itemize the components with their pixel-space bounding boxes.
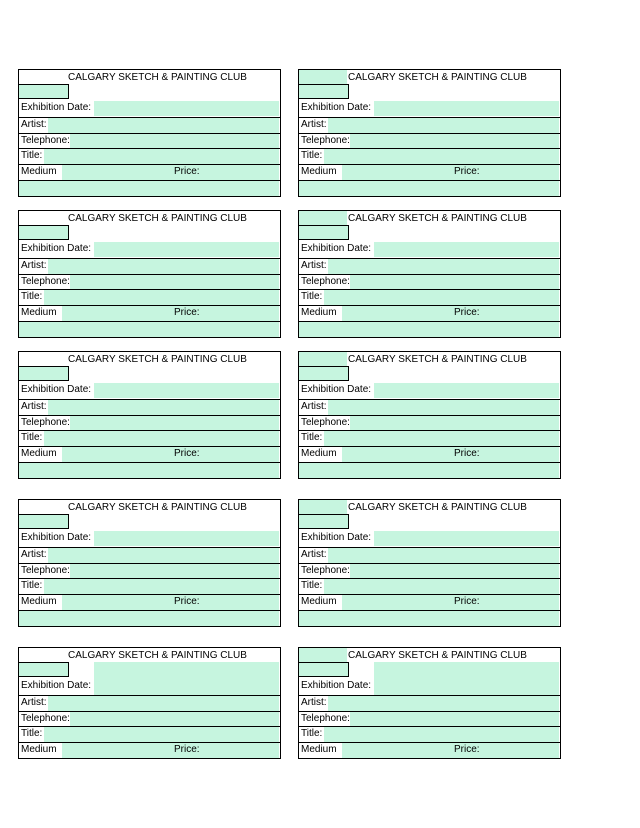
rule-line [18,337,280,338]
rule-line [298,321,560,322]
rule-line [18,321,280,322]
rule-line [298,478,560,479]
title-field[interactable] [324,727,559,742]
rule-line [298,430,560,431]
telephone-label: Telephone: [301,416,350,428]
title-field[interactable] [44,579,279,594]
artist-field[interactable] [328,259,559,274]
price-label: Price: [174,596,200,608]
telephone-label: Telephone: [21,134,70,146]
title-label: Title: [301,291,323,303]
border-line [280,69,281,197]
rule-line [298,742,560,743]
telephone-label: Telephone: [21,712,70,724]
title-label: Title: [301,150,323,162]
exhibition-date-field[interactable] [94,101,279,116]
border-line [280,351,281,479]
border-line [18,351,19,479]
artist-label: Artist: [301,400,327,412]
border-line [18,499,19,627]
title-field[interactable] [44,149,279,164]
title-field[interactable] [324,149,559,164]
exhibition-date-field[interactable] [374,531,559,546]
exhibition-date-label: Exhibition Date: [301,680,372,691]
rule-line [298,695,560,696]
border-line [298,351,299,479]
exhibition-date-field[interactable] [94,662,279,695]
card-title: CALGARY SKETCH & PAINTING CLUB [68,72,247,83]
artist-label: Artist: [301,548,327,560]
title-strip [299,500,347,514]
artist-label: Artist: [301,118,327,130]
exhibition-date-field[interactable] [374,383,559,398]
rule-line [18,164,280,165]
telephone-field[interactable] [70,712,279,727]
medium-label: Medium [21,448,57,460]
rule-line [18,610,280,611]
price-label: Price: [454,596,480,608]
rule-line [298,647,560,648]
rule-line [18,210,280,211]
title-field[interactable] [324,579,559,594]
rule-line [18,626,280,627]
rule-line [298,626,560,627]
artist-field[interactable] [328,548,559,563]
exhibition-date-label: Exhibition Date: [301,243,372,254]
exhibition-date-label: Exhibition Date: [301,102,372,113]
card-title: CALGARY SKETCH & PAINTING CLUB [348,213,527,224]
medium-field[interactable] [342,743,559,758]
title-label: Title: [301,432,323,444]
border-line [560,69,561,197]
border-line [280,647,281,759]
medium-field[interactable] [62,447,279,462]
rule-line [298,462,560,463]
title-strip [299,70,347,84]
medium-label: Medium [21,744,57,756]
rule-line [298,337,560,338]
title-field[interactable] [44,431,279,446]
price-label: Price: [174,448,200,460]
exhibition-date-label: Exhibition Date: [21,532,92,543]
border-line [18,647,19,759]
telephone-field[interactable] [350,134,559,149]
rule-line [18,647,280,648]
rule-line [18,258,280,259]
telephone-field[interactable] [70,134,279,149]
artist-field[interactable] [328,400,559,415]
artist-field[interactable] [48,548,279,563]
rule-line [298,289,560,290]
telephone-field[interactable] [350,275,559,290]
rule-line [298,547,560,548]
number-box[interactable] [298,84,349,99]
telephone-label: Telephone: [21,416,70,428]
artist-field[interactable] [48,400,279,415]
number-box[interactable] [298,662,349,677]
rule-line [18,594,280,595]
card-title: CALGARY SKETCH & PAINTING CLUB [68,213,247,224]
artist-label: Artist: [21,118,47,130]
exhibition-date-label: Exhibition Date: [301,384,372,395]
exhibition-date-field[interactable] [94,242,279,257]
telephone-field[interactable] [350,564,559,579]
rule-line [18,742,280,743]
card-title: CALGARY SKETCH & PAINTING CLUB [348,72,527,83]
border-line [18,210,19,338]
border-line [298,499,299,627]
notes-field[interactable] [299,322,559,337]
rule-line [18,726,280,727]
rule-line [298,578,560,579]
rule-line [298,610,560,611]
rule-line [18,462,280,463]
number-box[interactable] [18,225,69,240]
title-label: Title: [21,432,43,444]
rule-line [298,164,560,165]
rule-line [298,305,560,306]
medium-label: Medium [301,596,337,608]
title-label: Title: [301,728,323,740]
medium-label: Medium [21,166,57,178]
border-line [280,210,281,338]
telephone-label: Telephone: [21,564,70,576]
price-label: Price: [454,448,480,460]
exhibition-date-field[interactable] [94,531,279,546]
artist-label: Artist: [21,400,47,412]
rule-line [18,305,280,306]
title-label: Title: [21,150,43,162]
notes-field[interactable] [19,463,279,478]
rule-line [18,547,280,548]
title-label: Title: [21,580,43,592]
rule-line [298,499,560,500]
price-label: Price: [174,166,200,178]
telephone-field[interactable] [350,416,559,431]
rule-line [18,446,280,447]
exhibition-date-label: Exhibition Date: [301,532,372,543]
telephone-field[interactable] [70,416,279,431]
number-box[interactable] [18,84,69,99]
medium-label: Medium [301,307,337,319]
number-box[interactable] [18,366,69,381]
medium-field[interactable] [342,447,559,462]
rule-line [298,351,560,352]
telephone-field[interactable] [350,712,559,727]
exhibition-date-field[interactable] [374,242,559,257]
artist-field[interactable] [328,118,559,133]
border-line [560,647,561,759]
exhibition-date-label: Exhibition Date: [21,102,92,113]
exhibition-date-field[interactable] [374,662,559,695]
card-title: CALGARY SKETCH & PAINTING CLUB [348,354,527,365]
artist-field[interactable] [48,696,279,711]
exhibition-date-label: Exhibition Date: [21,680,92,691]
telephone-label: Telephone: [301,564,350,576]
artist-label: Artist: [301,259,327,271]
artist-label: Artist: [21,259,47,271]
rule-line [298,258,560,259]
price-label: Price: [174,307,200,319]
price-label: Price: [454,744,480,756]
medium-label: Medium [21,596,57,608]
exhibition-date-field[interactable] [94,383,279,398]
exhibition-date-label: Exhibition Date: [21,384,92,395]
number-box[interactable] [18,662,69,677]
medium-field[interactable] [62,595,279,610]
price-label: Price: [454,166,480,178]
medium-field[interactable] [62,165,279,180]
title-field[interactable] [324,431,559,446]
border-line [298,69,299,197]
rule-line [18,399,280,400]
rule-line [18,117,280,118]
medium-field[interactable] [342,595,559,610]
rule-line [298,726,560,727]
rule-line [18,148,280,149]
title-strip [299,352,347,366]
rule-line [298,446,560,447]
rule-line [298,399,560,400]
number-box[interactable] [298,366,349,381]
title-label: Title: [21,728,43,740]
rule-line [298,148,560,149]
title-strip [299,211,347,225]
border-line [18,69,19,197]
rule-line [18,351,280,352]
artist-field[interactable] [328,696,559,711]
artist-field[interactable] [48,118,279,133]
telephone-field[interactable] [70,275,279,290]
medium-label: Medium [21,307,57,319]
exhibition-date-field[interactable] [374,101,559,116]
rule-line [18,578,280,579]
rule-line [18,69,280,70]
card-title: CALGARY SKETCH & PAINTING CLUB [348,650,527,661]
notes-field[interactable] [299,181,559,196]
rule-line [298,758,560,759]
notes-field[interactable] [19,611,279,626]
card-title: CALGARY SKETCH & PAINTING CLUB [348,502,527,513]
card-title: CALGARY SKETCH & PAINTING CLUB [68,650,247,661]
notes-field[interactable] [299,463,559,478]
medium-field[interactable] [62,306,279,321]
rule-line [18,430,280,431]
title-label: Title: [21,291,43,303]
title-strip [299,648,347,662]
rule-line [18,180,280,181]
rule-line [298,210,560,211]
title-field[interactable] [44,727,279,742]
telephone-label: Telephone: [301,712,350,724]
rule-line [18,289,280,290]
notes-field[interactable] [19,322,279,337]
notes-field[interactable] [299,611,559,626]
telephone-label: Telephone: [21,275,70,287]
rule-line [298,117,560,118]
medium-label: Medium [301,744,337,756]
title-field[interactable] [44,290,279,305]
border-line [560,499,561,627]
border-line [560,210,561,338]
border-line [280,499,281,627]
rule-line [298,196,560,197]
medium-label: Medium [301,166,337,178]
border-line [560,351,561,479]
title-label: Title: [301,580,323,592]
medium-field[interactable] [342,306,559,321]
rule-line [18,695,280,696]
number-box[interactable] [298,225,349,240]
telephone-label: Telephone: [301,275,350,287]
artist-label: Artist: [301,696,327,708]
rule-line [18,499,280,500]
medium-field[interactable] [342,165,559,180]
notes-field[interactable] [19,181,279,196]
border-line [298,647,299,759]
title-field[interactable] [324,290,559,305]
card-title: CALGARY SKETCH & PAINTING CLUB [68,354,247,365]
medium-label: Medium [301,448,337,460]
rule-line [18,196,280,197]
exhibition-date-label: Exhibition Date: [21,243,92,254]
number-box[interactable] [18,514,69,529]
price-label: Price: [174,744,200,756]
medium-field[interactable] [62,743,279,758]
telephone-field[interactable] [70,564,279,579]
rule-line [298,594,560,595]
rule-line [298,69,560,70]
border-line [298,210,299,338]
number-box[interactable] [298,514,349,529]
telephone-label: Telephone: [301,134,350,146]
artist-label: Artist: [21,548,47,560]
rule-line [18,478,280,479]
price-label: Price: [454,307,480,319]
card-title: CALGARY SKETCH & PAINTING CLUB [68,502,247,513]
artist-field[interactable] [48,259,279,274]
artist-label: Artist: [21,696,47,708]
rule-line [18,758,280,759]
rule-line [298,180,560,181]
